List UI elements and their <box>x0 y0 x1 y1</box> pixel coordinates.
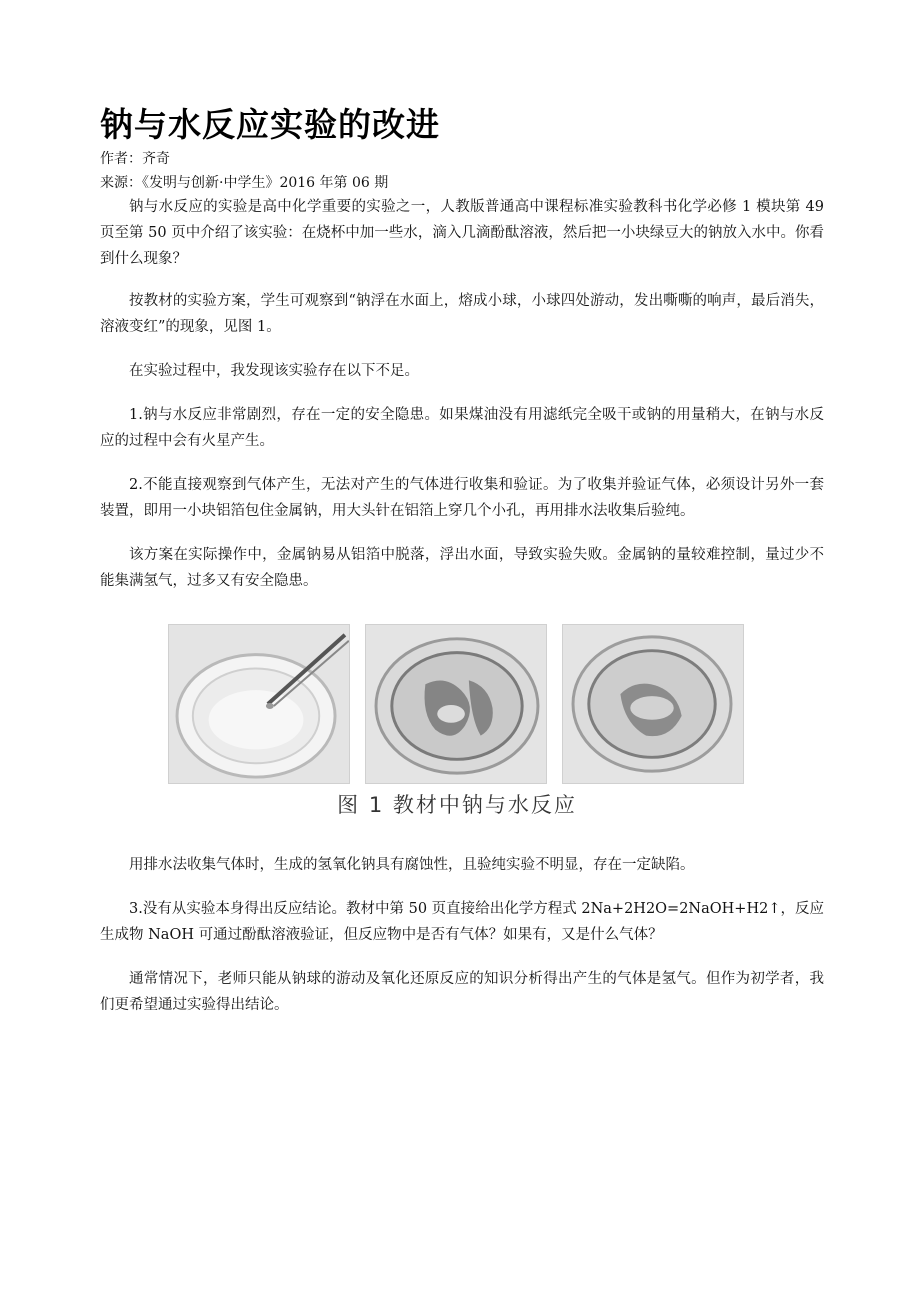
figure-1 <box>168 624 746 824</box>
article-source: 来源：《发明与创新·中学生》2016 年第 06 期 <box>100 175 389 191</box>
article-title: 钠与水反应实验的改进 <box>100 105 440 144</box>
paragraph-point-1: 1.钠与水反应非常剧烈，存在一定的安全隐患。如果煤油没有用滤纸完全吸干或钠的用量稍大，在钠与水反应的过程中会有火星产生。 <box>100 407 824 449</box>
paragraph-observation: 按教材的实验方案，学生可观察到“钠浮在水面上，熔成小球，小球四处游动，发出嘶嘶的响声，最后消失，溶液变红”的现象，见图 1。 <box>100 293 824 335</box>
beaker-photo-3 <box>562 624 744 784</box>
paragraph-point-3: 3.没有从实验本身得出反应结论。教材中第 50 页直接给出化学方程式 2Na+2H2O=2NaOH+H2↑，反应生成物 NaOH 可通过酚酞溶液验证，但反应物中是否有气体？如果有，又是什么气体？ <box>100 901 824 943</box>
paragraph-water-collection: 用排水法收集气体时，生成的氢氧化钠具有腐蚀性，且验纯实验不明显，存在一定缺陷。 <box>129 857 695 873</box>
paragraph-intro: 钠与水反应的实验是高中化学重要的实验之一，人教版普通高中课程标准实验教科书化学必修 1 模块第 49 页至第 50 页中介绍了该实验：在烧杯中加一些水，滴入几滴酚酞溶液，然后把一小块绿豆大的钠放入水中。你看到什么现象？ <box>100 199 824 267</box>
paragraph-point-2: 2.不能直接观察到气体产生，无法对产生的气体进行收集和验证。为了收集并验证气体，必须设计另外一套装置，即用一小块铝箔包住金属钠，用大头针在铝箔上穿几个小孔，再用排水法收集后验纯。 <box>100 477 824 519</box>
article-author: 作者：齐奇 <box>100 151 170 167</box>
beaker-photo-2 <box>365 624 547 784</box>
figure-caption: 图 1 教材中钠与水反应 <box>337 793 577 817</box>
beaker-image-1 <box>169 625 349 783</box>
paragraph-shortcomings: 在实验过程中，我发现该实验存在以下不足。 <box>129 363 419 379</box>
paragraph-aluminum-foil: 该方案在实际操作中，金属钠易从铝箔中脱落，浮出水面，导致实验失败。金属钠的量较难控制，量过少不能集满氢气，过多又有安全隐患。 <box>100 547 824 589</box>
paragraph-conclusion: 通常情况下，老师只能从钠球的游动及氧化还原反应的知识分析得出产生的气体是氢气。但作为初学者，我们更希望通过实验得出结论。 <box>100 971 824 1013</box>
beaker-image-3 <box>563 625 743 783</box>
beaker-image-2 <box>366 625 546 783</box>
beaker-photo-1 <box>168 624 350 784</box>
